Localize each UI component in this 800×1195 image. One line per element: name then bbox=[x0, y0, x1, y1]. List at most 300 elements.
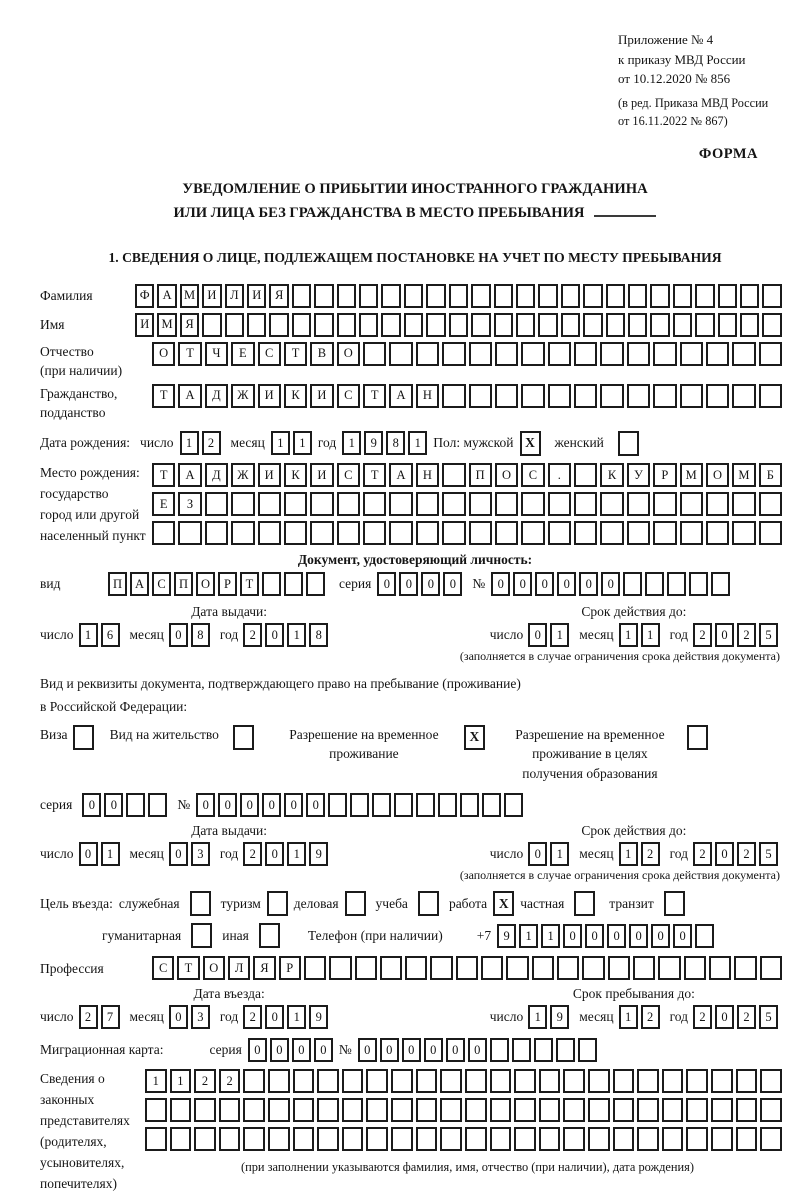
char-box[interactable]: 2 bbox=[243, 623, 262, 647]
char-box[interactable] bbox=[600, 521, 623, 545]
char-box[interactable] bbox=[456, 956, 478, 980]
char-box[interactable]: И bbox=[135, 313, 154, 337]
char-box[interactable]: А bbox=[130, 572, 149, 596]
char-box[interactable] bbox=[314, 284, 333, 308]
char-box[interactable]: С bbox=[152, 956, 174, 980]
rvp-issue-year-boxes[interactable] bbox=[243, 842, 328, 866]
char-box[interactable]: 0 bbox=[601, 572, 620, 596]
char-box[interactable]: Ж bbox=[231, 384, 254, 408]
char-box[interactable] bbox=[653, 492, 676, 516]
char-box[interactable]: 0 bbox=[491, 572, 510, 596]
char-box[interactable]: 9 bbox=[309, 842, 328, 866]
char-box[interactable]: 2 bbox=[243, 1005, 262, 1029]
char-box[interactable]: 0 bbox=[265, 842, 284, 866]
char-box[interactable]: 1 bbox=[528, 1005, 547, 1029]
char-box[interactable]: И bbox=[258, 463, 281, 487]
char-box[interactable]: О bbox=[495, 463, 518, 487]
doc-expiry-day-boxes[interactable] bbox=[528, 623, 569, 647]
char-box[interactable] bbox=[342, 1127, 364, 1151]
char-box[interactable] bbox=[650, 313, 669, 337]
char-box[interactable] bbox=[613, 1127, 635, 1151]
char-box[interactable]: 9 bbox=[550, 1005, 569, 1029]
char-box[interactable]: 5 bbox=[759, 842, 778, 866]
char-box[interactable]: Н bbox=[416, 384, 439, 408]
char-box[interactable]: 0 bbox=[557, 572, 576, 596]
checkbox-purpose-work[interactable]: X bbox=[493, 891, 514, 916]
char-box[interactable] bbox=[539, 1127, 561, 1151]
char-box[interactable]: 0 bbox=[528, 842, 547, 866]
birth-day-boxes[interactable] bbox=[180, 431, 221, 455]
birth-place-row2-boxes[interactable] bbox=[152, 492, 782, 516]
doc-expiry-year-boxes[interactable] bbox=[693, 623, 778, 647]
char-box[interactable] bbox=[205, 521, 228, 545]
char-box[interactable] bbox=[673, 284, 692, 308]
char-box[interactable] bbox=[310, 492, 333, 516]
char-box[interactable] bbox=[337, 492, 360, 516]
char-box[interactable] bbox=[317, 1098, 339, 1122]
char-box[interactable] bbox=[637, 1127, 659, 1151]
char-box[interactable]: Т bbox=[177, 956, 199, 980]
char-box[interactable] bbox=[317, 1127, 339, 1151]
char-box[interactable] bbox=[469, 492, 492, 516]
char-box[interactable]: 0 bbox=[169, 842, 188, 866]
char-box[interactable]: 0 bbox=[265, 623, 284, 647]
char-box[interactable] bbox=[416, 1127, 438, 1151]
phone-boxes[interactable] bbox=[497, 924, 714, 948]
char-box[interactable]: Т bbox=[363, 463, 386, 487]
char-box[interactable] bbox=[243, 1098, 265, 1122]
char-box[interactable] bbox=[243, 1127, 265, 1151]
char-box[interactable] bbox=[442, 492, 465, 516]
char-box[interactable] bbox=[686, 1098, 708, 1122]
char-box[interactable] bbox=[363, 342, 386, 366]
char-box[interactable] bbox=[606, 284, 625, 308]
char-box[interactable]: 0 bbox=[240, 793, 259, 817]
birth-place-row3-boxes[interactable] bbox=[152, 521, 782, 545]
char-box[interactable] bbox=[314, 313, 333, 337]
char-box[interactable]: 0 bbox=[377, 572, 396, 596]
char-box[interactable] bbox=[538, 284, 557, 308]
char-box[interactable]: 0 bbox=[380, 1038, 399, 1062]
char-box[interactable] bbox=[258, 492, 281, 516]
char-box[interactable] bbox=[460, 793, 479, 817]
char-box[interactable] bbox=[258, 521, 281, 545]
char-box[interactable]: Ж bbox=[231, 463, 254, 487]
entry-year-boxes[interactable] bbox=[243, 1005, 328, 1029]
char-box[interactable] bbox=[426, 313, 445, 337]
char-box[interactable] bbox=[645, 572, 664, 596]
char-box[interactable] bbox=[711, 1069, 733, 1093]
checkbox-male[interactable]: X bbox=[520, 431, 541, 456]
char-box[interactable] bbox=[328, 793, 347, 817]
checkbox-temporary-residence[interactable]: X bbox=[464, 725, 485, 750]
char-box[interactable]: 0 bbox=[196, 793, 215, 817]
char-box[interactable] bbox=[709, 956, 731, 980]
char-box[interactable] bbox=[504, 793, 523, 817]
char-box[interactable] bbox=[430, 956, 452, 980]
char-box[interactable]: Б bbox=[759, 463, 782, 487]
char-box[interactable] bbox=[514, 1069, 536, 1093]
char-box[interactable] bbox=[608, 956, 630, 980]
char-box[interactable] bbox=[686, 1069, 708, 1093]
char-box[interactable]: 1 bbox=[145, 1069, 167, 1093]
char-box[interactable]: 2 bbox=[641, 1005, 660, 1029]
char-box[interactable]: Е bbox=[152, 492, 175, 516]
char-box[interactable] bbox=[284, 521, 307, 545]
char-box[interactable] bbox=[695, 924, 714, 948]
doc-number-boxes[interactable] bbox=[491, 572, 730, 596]
char-box[interactable] bbox=[449, 313, 468, 337]
char-box[interactable] bbox=[759, 492, 782, 516]
char-box[interactable] bbox=[465, 1069, 487, 1093]
char-box[interactable]: Т bbox=[284, 342, 307, 366]
char-box[interactable]: 2 bbox=[693, 623, 712, 647]
char-box[interactable] bbox=[762, 284, 781, 308]
char-box[interactable]: 0 bbox=[563, 924, 582, 948]
char-box[interactable]: 2 bbox=[737, 842, 756, 866]
char-box[interactable]: 0 bbox=[535, 572, 554, 596]
char-box[interactable] bbox=[363, 492, 386, 516]
char-box[interactable]: 0 bbox=[292, 1038, 311, 1062]
char-box[interactable] bbox=[653, 342, 676, 366]
char-box[interactable] bbox=[359, 313, 378, 337]
char-box[interactable] bbox=[574, 521, 597, 545]
char-box[interactable] bbox=[760, 1127, 782, 1151]
char-box[interactable] bbox=[740, 284, 759, 308]
char-box[interactable] bbox=[534, 1038, 553, 1062]
char-box[interactable] bbox=[583, 284, 602, 308]
char-box[interactable]: Л bbox=[225, 284, 244, 308]
char-box[interactable]: У bbox=[627, 463, 650, 487]
char-box[interactable] bbox=[734, 956, 756, 980]
profession-boxes[interactable] bbox=[152, 956, 782, 980]
char-box[interactable] bbox=[762, 313, 781, 337]
rvp-number-boxes[interactable] bbox=[196, 793, 523, 817]
char-box[interactable] bbox=[548, 492, 571, 516]
char-box[interactable]: Я bbox=[180, 313, 199, 337]
char-box[interactable] bbox=[556, 1038, 575, 1062]
char-box[interactable] bbox=[469, 384, 492, 408]
char-box[interactable] bbox=[548, 521, 571, 545]
char-box[interactable]: 0 bbox=[104, 793, 123, 817]
char-box[interactable]: 2 bbox=[737, 623, 756, 647]
char-box[interactable] bbox=[637, 1098, 659, 1122]
char-box[interactable]: 0 bbox=[446, 1038, 465, 1062]
char-box[interactable] bbox=[243, 1069, 265, 1093]
char-box[interactable]: В bbox=[310, 342, 333, 366]
rvp-expiry-year-boxes[interactable] bbox=[693, 842, 778, 866]
char-box[interactable]: А bbox=[157, 284, 176, 308]
char-box[interactable] bbox=[205, 492, 228, 516]
char-box[interactable] bbox=[711, 572, 730, 596]
checkbox-purpose-business[interactable] bbox=[345, 891, 366, 916]
char-box[interactable] bbox=[574, 384, 597, 408]
char-box[interactable]: 2 bbox=[79, 1005, 98, 1029]
char-box[interactable] bbox=[653, 521, 676, 545]
char-box[interactable]: Т bbox=[152, 384, 175, 408]
entry-month-boxes[interactable] bbox=[169, 1005, 210, 1029]
char-box[interactable] bbox=[490, 1098, 512, 1122]
char-box[interactable] bbox=[539, 1098, 561, 1122]
char-box[interactable] bbox=[350, 793, 369, 817]
char-box[interactable]: Р bbox=[218, 572, 237, 596]
char-box[interactable] bbox=[145, 1127, 167, 1151]
char-box[interactable]: 0 bbox=[421, 572, 440, 596]
char-box[interactable] bbox=[521, 342, 544, 366]
char-box[interactable] bbox=[736, 1127, 758, 1151]
char-box[interactable] bbox=[442, 521, 465, 545]
char-box[interactable] bbox=[650, 284, 669, 308]
char-box[interactable]: С bbox=[152, 572, 171, 596]
char-box[interactable] bbox=[680, 342, 703, 366]
char-box[interactable]: 0 bbox=[248, 1038, 267, 1062]
char-box[interactable] bbox=[494, 313, 513, 337]
char-box[interactable]: 0 bbox=[424, 1038, 443, 1062]
char-box[interactable]: 8 bbox=[191, 623, 210, 647]
char-box[interactable]: К bbox=[284, 384, 307, 408]
char-box[interactable] bbox=[760, 1098, 782, 1122]
char-box[interactable] bbox=[736, 1069, 758, 1093]
char-box[interactable] bbox=[416, 492, 439, 516]
char-box[interactable] bbox=[268, 1069, 290, 1093]
char-box[interactable] bbox=[706, 521, 729, 545]
char-box[interactable]: 8 bbox=[386, 431, 405, 455]
char-box[interactable] bbox=[469, 342, 492, 366]
char-box[interactable] bbox=[759, 342, 782, 366]
char-box[interactable] bbox=[490, 1038, 509, 1062]
char-box[interactable] bbox=[194, 1098, 216, 1122]
char-box[interactable] bbox=[292, 284, 311, 308]
char-box[interactable]: 1 bbox=[619, 623, 638, 647]
checkbox-purpose-study[interactable] bbox=[418, 891, 439, 916]
char-box[interactable] bbox=[563, 1069, 585, 1093]
char-box[interactable] bbox=[706, 342, 729, 366]
char-box[interactable] bbox=[262, 572, 281, 596]
char-box[interactable]: Я bbox=[269, 284, 288, 308]
char-box[interactable]: А bbox=[389, 384, 412, 408]
char-box[interactable]: 9 bbox=[364, 431, 383, 455]
char-box[interactable] bbox=[637, 1069, 659, 1093]
char-box[interactable] bbox=[337, 284, 356, 308]
char-box[interactable] bbox=[317, 1069, 339, 1093]
char-box[interactable]: 0 bbox=[443, 572, 462, 596]
checkbox-purpose-humanitarian[interactable] bbox=[191, 923, 212, 948]
char-box[interactable] bbox=[628, 313, 647, 337]
char-box[interactable]: 1 bbox=[287, 623, 306, 647]
char-box[interactable] bbox=[310, 521, 333, 545]
char-box[interactable]: 1 bbox=[619, 1005, 638, 1029]
char-box[interactable]: 1 bbox=[293, 431, 312, 455]
char-box[interactable] bbox=[495, 384, 518, 408]
char-box[interactable]: 2 bbox=[641, 842, 660, 866]
char-box[interactable] bbox=[506, 956, 528, 980]
char-box[interactable] bbox=[449, 284, 468, 308]
char-box[interactable] bbox=[247, 313, 266, 337]
char-box[interactable] bbox=[600, 384, 623, 408]
char-box[interactable] bbox=[269, 313, 288, 337]
char-box[interactable]: 2 bbox=[737, 1005, 756, 1029]
char-box[interactable]: 1 bbox=[550, 842, 569, 866]
char-box[interactable] bbox=[426, 284, 445, 308]
char-box[interactable] bbox=[600, 342, 623, 366]
char-box[interactable] bbox=[152, 521, 175, 545]
char-box[interactable]: О bbox=[196, 572, 215, 596]
char-box[interactable] bbox=[760, 956, 782, 980]
char-box[interactable]: 0 bbox=[651, 924, 670, 948]
char-box[interactable]: С bbox=[521, 463, 544, 487]
char-box[interactable]: Т bbox=[363, 384, 386, 408]
char-box[interactable] bbox=[394, 793, 413, 817]
char-box[interactable] bbox=[337, 313, 356, 337]
char-box[interactable]: С bbox=[337, 463, 360, 487]
char-box[interactable]: 6 bbox=[101, 623, 120, 647]
representatives-row1-boxes[interactable] bbox=[145, 1069, 782, 1093]
char-box[interactable]: 0 bbox=[585, 924, 604, 948]
char-box[interactable] bbox=[231, 521, 254, 545]
char-box[interactable] bbox=[329, 956, 351, 980]
char-box[interactable]: 9 bbox=[309, 1005, 328, 1029]
char-box[interactable] bbox=[471, 313, 490, 337]
char-box[interactable]: Д bbox=[205, 463, 228, 487]
char-box[interactable] bbox=[574, 463, 597, 487]
char-box[interactable] bbox=[627, 384, 650, 408]
char-box[interactable]: 3 bbox=[191, 842, 210, 866]
char-box[interactable]: 0 bbox=[265, 1005, 284, 1029]
char-box[interactable]: Р bbox=[653, 463, 676, 487]
char-box[interactable]: 1 bbox=[641, 623, 660, 647]
stay-month-boxes[interactable] bbox=[619, 1005, 660, 1029]
char-box[interactable] bbox=[686, 1127, 708, 1151]
char-box[interactable]: М bbox=[157, 313, 176, 337]
char-box[interactable] bbox=[126, 793, 145, 817]
char-box[interactable]: 0 bbox=[79, 842, 98, 866]
char-box[interactable] bbox=[194, 1127, 216, 1151]
char-box[interactable] bbox=[442, 463, 465, 487]
checkbox-purpose-official[interactable] bbox=[190, 891, 211, 916]
char-box[interactable]: 2 bbox=[219, 1069, 241, 1093]
char-box[interactable] bbox=[583, 313, 602, 337]
char-box[interactable] bbox=[178, 521, 201, 545]
representatives-row2-boxes[interactable] bbox=[145, 1098, 782, 1122]
char-box[interactable] bbox=[732, 521, 755, 545]
char-box[interactable] bbox=[495, 521, 518, 545]
char-box[interactable] bbox=[231, 492, 254, 516]
char-box[interactable]: 1 bbox=[101, 842, 120, 866]
char-box[interactable]: 0 bbox=[715, 842, 734, 866]
char-box[interactable]: 0 bbox=[306, 793, 325, 817]
char-box[interactable]: Е bbox=[231, 342, 254, 366]
char-box[interactable] bbox=[732, 384, 755, 408]
char-box[interactable]: 0 bbox=[358, 1038, 377, 1062]
char-box[interactable] bbox=[689, 572, 708, 596]
char-box[interactable] bbox=[627, 342, 650, 366]
char-box[interactable]: 0 bbox=[262, 793, 281, 817]
char-box[interactable] bbox=[680, 384, 703, 408]
char-box[interactable]: 0 bbox=[528, 623, 547, 647]
char-box[interactable] bbox=[465, 1127, 487, 1151]
char-box[interactable] bbox=[490, 1127, 512, 1151]
char-box[interactable]: 0 bbox=[715, 1005, 734, 1029]
char-box[interactable] bbox=[514, 1127, 536, 1151]
char-box[interactable] bbox=[563, 1098, 585, 1122]
char-box[interactable] bbox=[706, 384, 729, 408]
char-box[interactable] bbox=[366, 1098, 388, 1122]
char-box[interactable] bbox=[304, 956, 326, 980]
char-box[interactable] bbox=[284, 572, 303, 596]
char-box[interactable]: 0 bbox=[284, 793, 303, 817]
rvp-series-boxes[interactable] bbox=[82, 793, 167, 817]
char-box[interactable]: 9 bbox=[497, 924, 516, 948]
char-box[interactable] bbox=[416, 521, 439, 545]
char-box[interactable] bbox=[582, 956, 604, 980]
char-box[interactable]: 0 bbox=[218, 793, 237, 817]
rvp-issue-day-boxes[interactable] bbox=[79, 842, 120, 866]
char-box[interactable] bbox=[613, 1098, 635, 1122]
checkbox-female[interactable] bbox=[618, 431, 639, 456]
char-box[interactable]: 1 bbox=[408, 431, 427, 455]
char-box[interactable] bbox=[662, 1098, 684, 1122]
char-box[interactable] bbox=[465, 1098, 487, 1122]
representatives-row3-boxes[interactable] bbox=[145, 1127, 782, 1151]
char-box[interactable] bbox=[306, 572, 325, 596]
char-box[interactable]: П bbox=[174, 572, 193, 596]
char-box[interactable] bbox=[416, 793, 435, 817]
char-box[interactable]: 1 bbox=[287, 842, 306, 866]
char-box[interactable] bbox=[481, 956, 503, 980]
char-box[interactable] bbox=[539, 1069, 561, 1093]
char-box[interactable]: А bbox=[178, 463, 201, 487]
char-box[interactable]: 0 bbox=[169, 623, 188, 647]
char-box[interactable]: И bbox=[202, 284, 221, 308]
char-box[interactable] bbox=[718, 313, 737, 337]
char-box[interactable]: О bbox=[152, 342, 175, 366]
char-box[interactable]: И bbox=[247, 284, 266, 308]
char-box[interactable]: 1 bbox=[541, 924, 560, 948]
char-box[interactable]: Д bbox=[205, 384, 228, 408]
char-box[interactable]: 1 bbox=[519, 924, 538, 948]
char-box[interactable] bbox=[391, 1127, 413, 1151]
char-box[interactable] bbox=[759, 384, 782, 408]
char-box[interactable]: И bbox=[258, 384, 281, 408]
checkbox-purpose-other[interactable] bbox=[259, 923, 280, 948]
char-box[interactable] bbox=[293, 1127, 315, 1151]
char-box[interactable] bbox=[342, 1069, 364, 1093]
citizenship-boxes[interactable] bbox=[152, 384, 782, 408]
char-box[interactable] bbox=[391, 1098, 413, 1122]
doc-kind-boxes[interactable] bbox=[108, 572, 325, 596]
doc-issue-month-boxes[interactable] bbox=[169, 623, 210, 647]
char-box[interactable] bbox=[372, 793, 391, 817]
checkbox-residence-permit[interactable] bbox=[233, 725, 254, 750]
char-box[interactable]: 1 bbox=[342, 431, 361, 455]
char-box[interactable] bbox=[404, 313, 423, 337]
char-box[interactable] bbox=[381, 313, 400, 337]
birth-year-boxes[interactable] bbox=[342, 431, 427, 455]
char-box[interactable] bbox=[516, 313, 535, 337]
char-box[interactable] bbox=[706, 492, 729, 516]
char-box[interactable] bbox=[588, 1069, 610, 1093]
char-box[interactable]: Т bbox=[152, 463, 175, 487]
char-box[interactable] bbox=[600, 492, 623, 516]
char-box[interactable]: . bbox=[548, 463, 571, 487]
char-box[interactable] bbox=[366, 1069, 388, 1093]
char-box[interactable] bbox=[469, 521, 492, 545]
char-box[interactable]: П bbox=[469, 463, 492, 487]
char-box[interactable] bbox=[202, 313, 221, 337]
char-box[interactable] bbox=[760, 1069, 782, 1093]
stay-day-boxes[interactable] bbox=[528, 1005, 569, 1029]
char-box[interactable]: П bbox=[108, 572, 127, 596]
